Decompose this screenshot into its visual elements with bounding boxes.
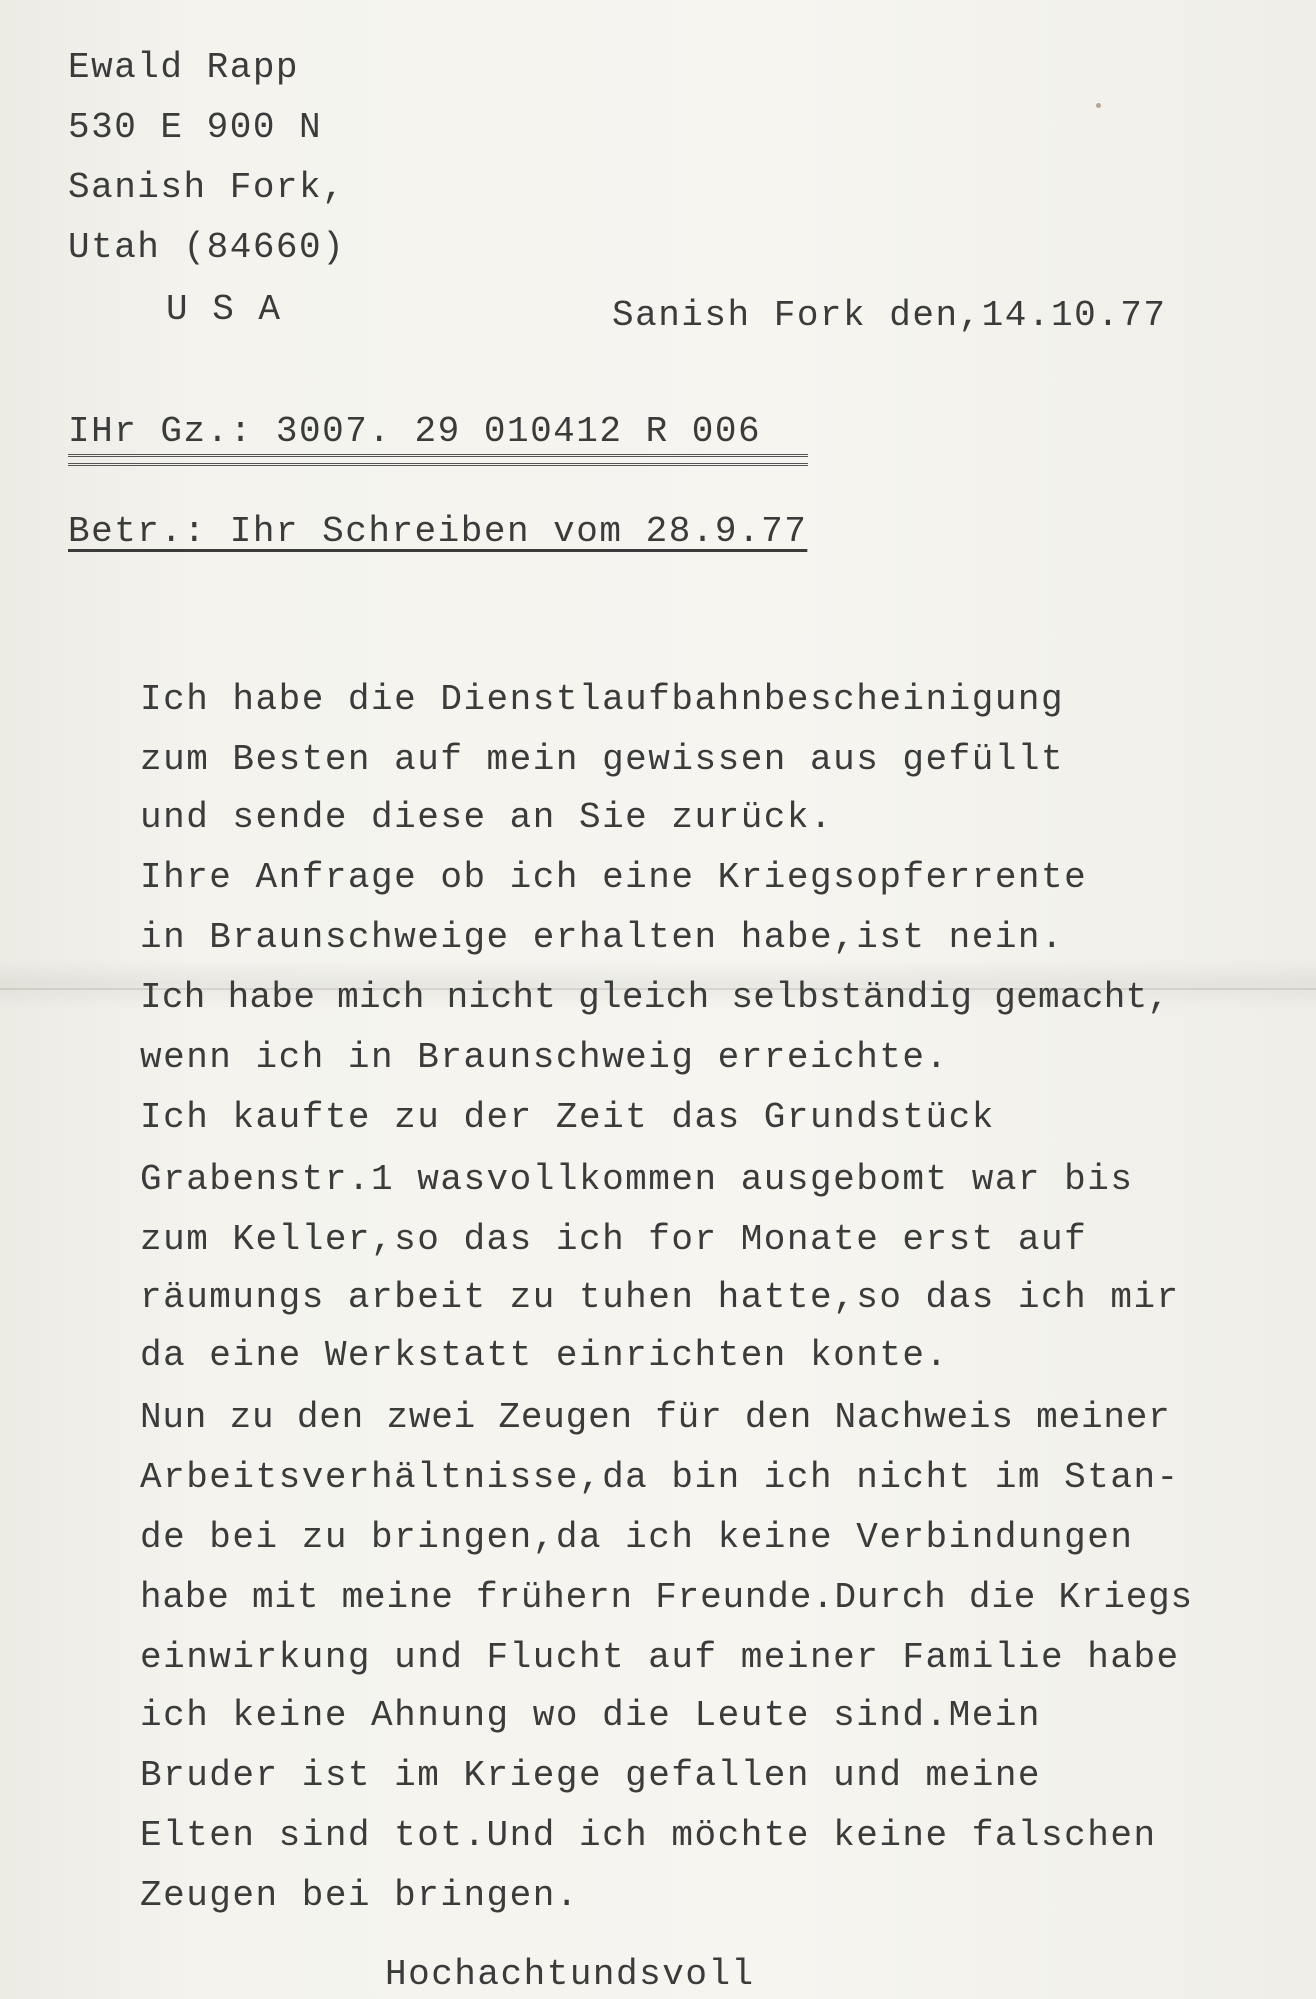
body-line: Nun zu den zwei Zeugen für den Nachweis meiner: [140, 1397, 1171, 1438]
body-line: de bei zu bringen,da ich keine Verbindungen: [140, 1517, 1134, 1558]
reference-double-underline: [68, 454, 808, 466]
body-line: Arbeitsverhältnisse,da bin ich nicht im Stan-: [140, 1457, 1180, 1498]
sender-name: Ewald Rapp: [68, 47, 300, 88]
subject-line: Betr.: Ihr Schreiben vom 28.9.77: [68, 511, 808, 552]
sender-city: Sanish Fork,: [68, 167, 346, 208]
body-line: Bruder ist im Kriege gefallen und meine: [140, 1755, 1042, 1796]
body-line: Ihre Anfrage ob ich eine Kriegsopferrente: [140, 857, 1088, 898]
body-line: und sende diese an Sie zurück.: [140, 797, 834, 838]
body-line: Grabenstr.1 wasvollkommen ausgebomt war bis: [140, 1159, 1134, 1200]
body-line: in Braunschweige erhalten habe,ist nein.: [140, 917, 1065, 958]
closing-salutation: Hochachtundsvoll: [385, 1954, 755, 1995]
body-line: da eine Werkstatt einrichten konte.: [140, 1335, 949, 1376]
body-line: räumungs arbeit zu tuhen hatte,so das ich mir: [140, 1277, 1180, 1318]
sender-street: 530 E 900 N: [68, 107, 323, 148]
body-line: ich keine Ahnung wo die Leute sind.Mein: [140, 1695, 1042, 1736]
paper-speck: [1096, 103, 1101, 108]
body-line: Ich habe mich nicht gleich selbständig gemacht,: [140, 977, 1170, 1018]
body-line: Zeugen bei bringen.: [140, 1875, 579, 1916]
body-line: wenn ich in Braunschweig erreichte.: [140, 1037, 949, 1078]
body-line: einwirkung und Flucht auf meiner Familie habe: [140, 1637, 1180, 1678]
body-line: Ich kaufte zu der Zeit das Grundstück: [140, 1097, 995, 1138]
body-line: zum Besten auf mein gewissen aus gefüllt: [140, 739, 1065, 780]
letter-date: Sanish Fork den,14.10.77: [612, 295, 1167, 336]
body-line: habe mit meine frühern Freunde.Durch die Kriegs: [140, 1577, 1193, 1618]
sender-state: Utah (84660): [68, 227, 346, 268]
body-line: Elten sind tot.Und ich möchte keine falschen: [140, 1815, 1157, 1856]
body-line: zum Keller,so das ich for Monate erst auf: [140, 1219, 1111, 1260]
reference-number: IHr Gz.: 3007. 29 010412 R 006: [68, 411, 762, 452]
body-line: Ich habe die Dienstlaufbahnbescheinigung: [140, 679, 1065, 720]
sender-country: U S A: [166, 289, 282, 330]
